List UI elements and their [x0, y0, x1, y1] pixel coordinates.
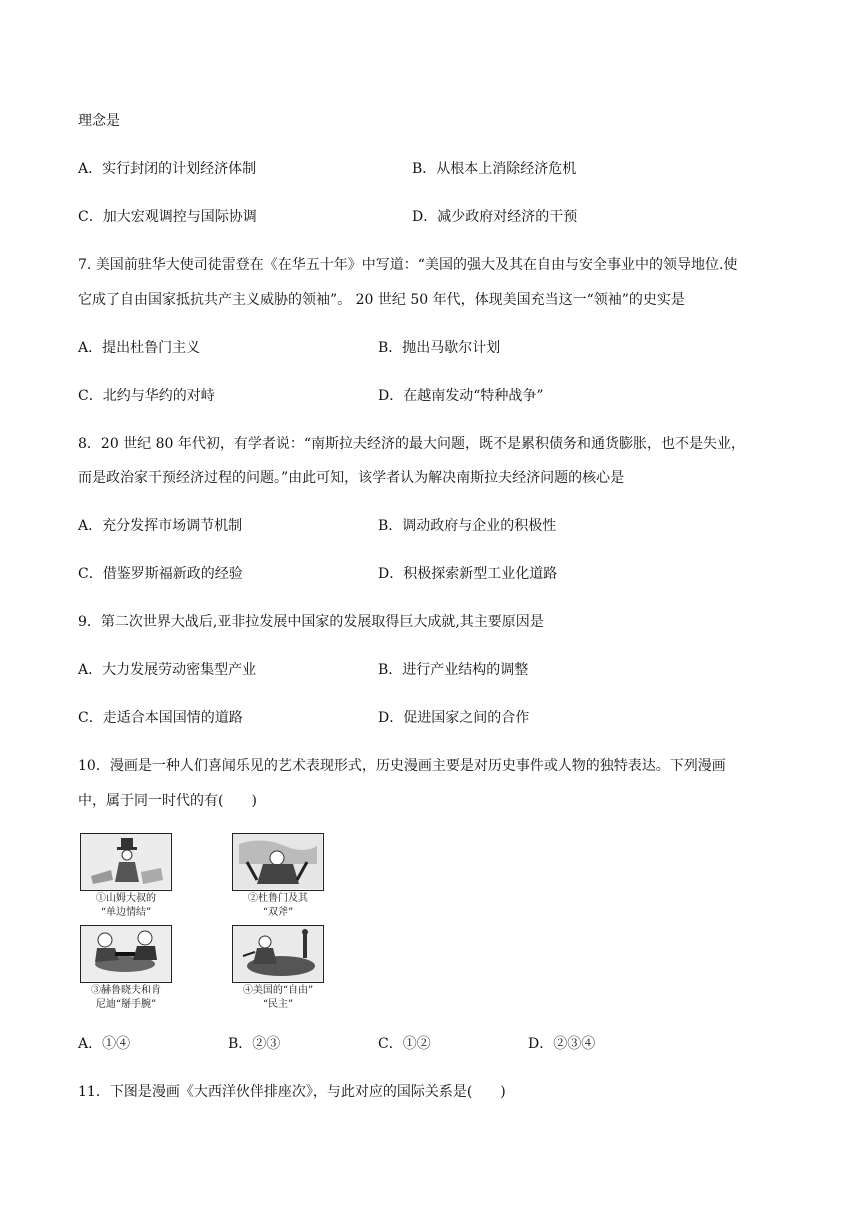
q8-option-b: B．调动政府与企业的积极性 — [378, 518, 557, 534]
q9-option-a: A．大力发展劳动密集型产业 — [78, 662, 257, 678]
q7-stem-line-1: 7. 美国前驻华大使司徒雷登在《在华五十年》中写道：“美国的强大及其在自由与安全事业中的领导地位.使 — [78, 257, 738, 273]
q6-option-b: B．从根本上消除经济危机 — [412, 161, 577, 177]
q11-stem: 11．下图是漫画《大西洋伙伴排座次》，与此对应的国际关系是( ) — [78, 1084, 506, 1100]
q9-stem: 9．第二次世界大战后,亚非拉发展中国家的发展取得巨大成就,其主要原因是 — [78, 614, 544, 630]
comic-caption-3-line-2: 尼迪“掰手腕” — [95, 999, 157, 1010]
question-6-stem-tail: 理念是 — [78, 113, 120, 129]
q9-option-c: C．走适合本国国情的道路 — [78, 710, 243, 726]
q9-option-b: B．进行产业结构的调整 — [378, 662, 529, 678]
q8-option-a: A．充分发挥市场调节机制 — [78, 518, 243, 534]
q6-option-c: C．加大宏观调控与国际协调 — [78, 209, 257, 225]
q10-option-b: B．②③ — [228, 1036, 281, 1052]
q10-option-d: D．②③④ — [528, 1036, 596, 1052]
q7-option-c: C．北约与华约的对峙 — [78, 388, 215, 404]
q7-stem-line-2: 它成了自由国家抵抗共产主义威胁的领袖”。 20 世纪 50 年代，体现美国充当这一“领袖”的史实是 — [78, 292, 685, 308]
comic-panel-2 — [232, 833, 324, 919]
comic-image-uncle-sam — [80, 833, 172, 891]
q8-option-d: D．积极探索新型工业化道路 — [378, 566, 558, 582]
q10-comic-grid — [80, 833, 340, 1018]
q8-option-c: C．借鉴罗斯福新政的经验 — [78, 566, 243, 582]
comic-panel-1 — [80, 833, 172, 919]
q9-option-d: D．促进国家之间的合作 — [378, 710, 530, 726]
q10-stem-line-2: 中，属于同一时代的有( ) — [78, 793, 257, 809]
comic-image-freedom-democracy — [232, 925, 324, 983]
q6-option-d: D．减少政府对经济的干预 — [412, 209, 578, 225]
comic-caption-2-line-2: “双斧” — [262, 907, 294, 918]
q6-option-a: A．实行封闭的计划经济体制 — [78, 161, 257, 177]
comic-panel-3 — [80, 925, 172, 1011]
comic-caption-4-line-1: ④美国的“自由” — [242, 985, 314, 996]
comic-caption-2-line-1: ②杜鲁门及其 — [248, 893, 308, 904]
comic-caption-1-line-1: ①山姆大叔的 — [96, 893, 156, 904]
comic-image-truman — [232, 833, 324, 891]
q8-stem-line-2: 而是政治家干预经济过程的问题。”由此可知，该学者认为解决南斯拉夫经济问题的核心是 — [78, 470, 625, 486]
q7-option-a: A．提出杜鲁门主义 — [78, 340, 201, 356]
comic-panel-4 — [232, 925, 324, 1011]
comic-image-arm-wrestling — [80, 925, 172, 983]
comic-caption-3-line-1: ③赫鲁晓夫和肯 — [91, 985, 161, 996]
comic-caption-1-line-2: “单边情结” — [100, 907, 152, 918]
q7-option-d: D．在越南发动“特种战争” — [378, 388, 544, 404]
q10-stem-line-1: 10．漫画是一种人们喜闻乐见的艺术表现形式，历史漫画主要是对历史事件或人物的独特表达。下列漫画 — [78, 758, 726, 774]
q7-option-b: B．抛出马歇尔计划 — [378, 340, 501, 356]
q10-option-c: C．①② — [378, 1036, 431, 1052]
q8-stem-line-1: 8．20 世纪 80 年代初，有学者说：“南斯拉夫经济的最大问题，既不是累积债务和通货膨胀，也不是失业， — [78, 436, 746, 452]
comic-caption-4-line-2: “民主” — [262, 999, 294, 1010]
q10-option-a: A．①④ — [78, 1036, 131, 1052]
